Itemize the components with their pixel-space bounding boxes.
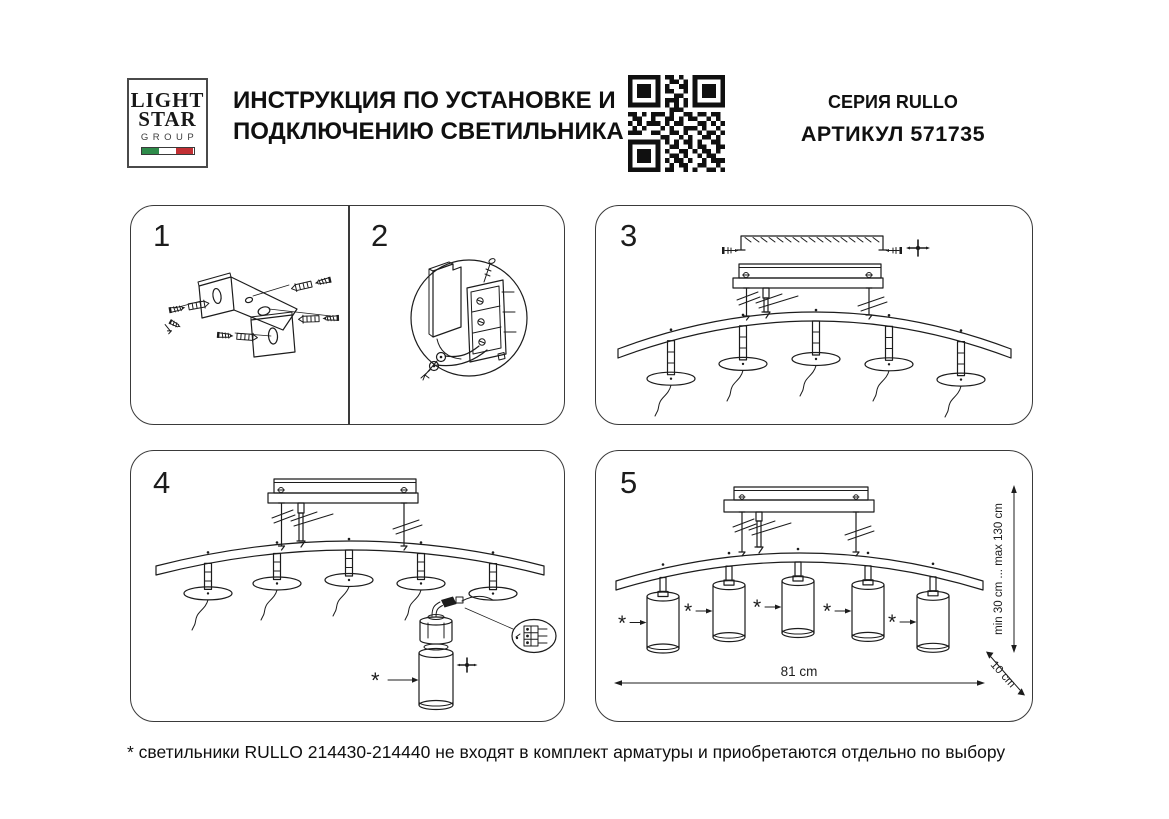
mounting-bracket-drawing xyxy=(162,273,339,357)
step-number-4: 4 xyxy=(153,465,171,500)
step-number-3: 3 xyxy=(620,218,638,253)
footnote-marker: * xyxy=(371,668,380,693)
shade-cylinder-drawing xyxy=(713,566,745,642)
ceiling-line xyxy=(737,236,887,250)
lamp-stem xyxy=(792,321,840,396)
series-label: СЕРИЯ RULLO xyxy=(828,92,958,112)
step-number-2: 2 xyxy=(371,218,389,253)
italian-flag-bar xyxy=(141,147,195,155)
footnote-marker: * xyxy=(684,600,693,623)
width-dimension-label: 81 cm xyxy=(780,664,818,679)
footnote-marker: * xyxy=(823,600,832,623)
step-number-5: 5 xyxy=(620,465,638,500)
bracket-and-wiring-drawings xyxy=(131,206,563,422)
ceiling-screw-right xyxy=(886,247,903,254)
qr-code xyxy=(628,75,725,172)
lamp-stem xyxy=(325,550,373,616)
lamp-holder-drawing xyxy=(420,596,513,650)
flag-green xyxy=(142,148,159,154)
title-line-1: ИНСТРУКЦИЯ ПО УСТАНОВКЕ И xyxy=(233,87,616,114)
lamp-stem xyxy=(397,554,445,621)
height-dimension xyxy=(993,485,1017,653)
page-title xyxy=(233,85,624,147)
height-dimension-label: min 30 cm ... max 130 cm xyxy=(993,503,1005,635)
panel-step-1-2 xyxy=(130,205,565,425)
panel-step-4 xyxy=(130,450,565,722)
lamp-stem xyxy=(469,564,517,601)
shade-cylinder-drawing xyxy=(419,649,453,710)
footnote-marker: * xyxy=(618,612,627,635)
wiring-detail-drawing xyxy=(411,258,527,380)
lamp-stem xyxy=(937,342,985,417)
logo-word-star: STAR xyxy=(138,107,197,131)
logo-word-group: GROUP xyxy=(140,132,199,143)
logo-word-light: LIGHT xyxy=(130,88,205,112)
ceiling-mounting-drawing xyxy=(596,206,1030,422)
lamp-stem xyxy=(647,341,695,416)
screw-icon xyxy=(906,240,930,256)
screw-icon xyxy=(457,658,478,672)
shade-cylinder-drawing xyxy=(647,578,679,654)
lightstar-logo xyxy=(127,78,208,168)
shade-cylinder-drawing xyxy=(782,562,814,638)
article-label: АРТИКУЛ 571735 xyxy=(800,122,986,146)
shade-cylinder-drawing xyxy=(852,566,884,642)
depth-dimension xyxy=(986,652,1025,696)
panel-step-3 xyxy=(595,205,1033,425)
product-info xyxy=(793,92,993,147)
lamp-stem xyxy=(719,326,767,401)
terminal-detail-magnifier xyxy=(512,620,556,653)
shade-attachment-drawing xyxy=(131,451,563,719)
panel-step-5 xyxy=(595,450,1033,722)
footnote-marker: * xyxy=(888,611,897,634)
lamp-stem xyxy=(865,326,913,401)
footnote-text: * светильники RULLO 214430-214440 не входят в комплект арматуры и приобретаются отдельно по выбору xyxy=(127,742,1006,762)
lamp-stem xyxy=(184,563,232,630)
title-line-2: ПОДКЛЮЧЕНИЮ СВЕТИЛЬНИКА xyxy=(233,118,624,145)
lamp-stem xyxy=(253,554,301,621)
ceiling-screw-left xyxy=(722,247,739,254)
shade-cylinder-drawing xyxy=(917,577,949,653)
depth-dimension-label: 10 cm xyxy=(987,658,1018,691)
final-assembly-drawing xyxy=(596,451,1030,719)
screw-icon xyxy=(162,318,182,337)
flag-white xyxy=(159,148,176,154)
width-dimension xyxy=(614,664,985,686)
footnote-marker: * xyxy=(753,596,762,619)
flag-red xyxy=(176,148,193,154)
step-number-1: 1 xyxy=(153,218,171,253)
